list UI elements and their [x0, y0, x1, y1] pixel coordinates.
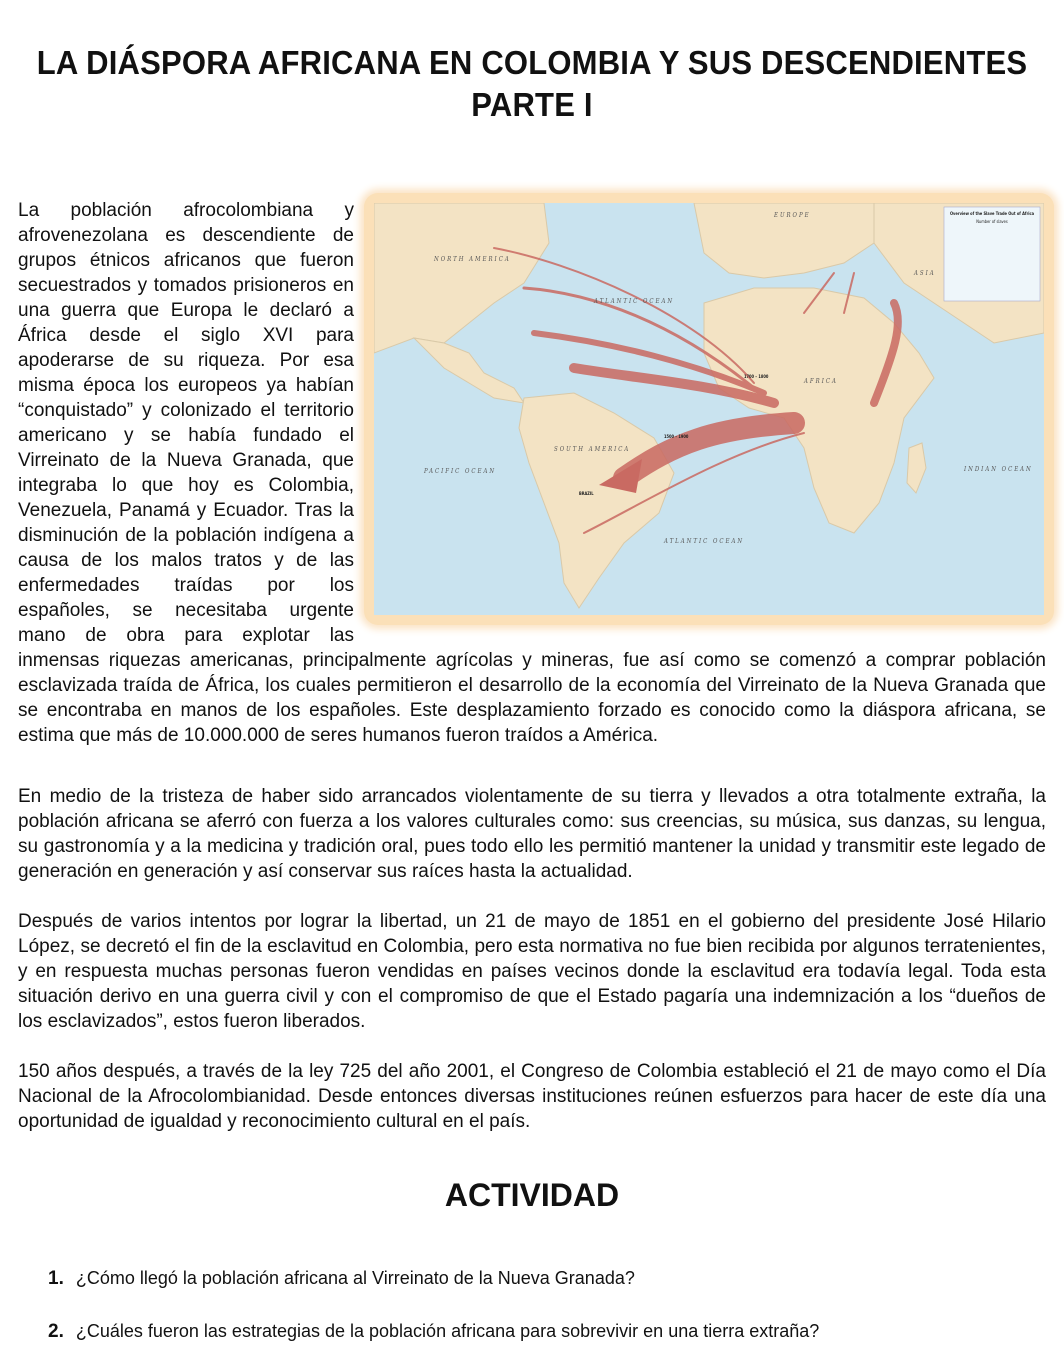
paragraph-intro-text: La población afrocolombiana y afrovenezolana es descendiente de grupos étnicos africanos que fueron secuestrados y tomados prisioneros en una guerra que Europa le declaró a África desde el siglo XVI para apoderarse de su riqueza. Por esa misma época los europeos ya habían “conquistado” y colonizado el territorio americano y se había fundado el Virreinato de la Nueva Granada, que integraba lo que hoy es Colombia, Venezuela, Panamá y Ecuador. Tras la disminución de la población indígena a causa de los malos tratos y de las enfermedades traídas por los españoles, se necesitaba urgente mano de obra para explotar las inmensas riquezas americanas, principalmente agrícolas y mineras, fue así como se comenzó a comprar población esclavizada traída de África, los cuales permitieron el desarrollo de la economía del Virreinato de la Nueva Granada que se encontraba en manos de los españoles. Este desplazamiento forzado es conocido como la diáspora africana, se estima que más de 10.000.000 de seres humanos fueron traídos a América. — [18, 200, 1046, 746]
paragraph-intro — [18, 198, 1046, 748]
activity-heading: ACTIVIDAD — [444, 1177, 620, 1213]
slave-trade-map — [364, 193, 1054, 625]
label-indian: INDIAN OCEAN — [964, 466, 1033, 473]
label-asia: ASIA — [914, 270, 936, 277]
label-africa: AFRICA — [804, 378, 838, 385]
label-period-1: 1700 – 1800 — [744, 374, 769, 379]
legend-subtitle: Number of slaves — [976, 219, 1008, 224]
label-brazil: BRAZIL — [579, 491, 594, 496]
map-frame — [364, 193, 1054, 625]
paragraph-afrocolombianity-day: 150 años después, a través de la ley 725 del año 2001, el Congreso de Colombia estableció el 21 de mayo como el Día Nacional de la Afrocolombianidad. Desde entonces diversas instituciones reúnen esfuerzos para hacer de este día una oportunidad de igualdad y reconocimiento cultural en el país. — [18, 1061, 1046, 1132]
map-svg — [374, 203, 1044, 615]
label-atlantic-north: ATLANTIC OCEAN — [594, 298, 675, 305]
legend-title: Overview of the Slave Trade Out of Africa — [949, 211, 1035, 216]
label-south-america: SOUTH AMERICA — [554, 446, 631, 453]
page-title: LA DIÁSPORA AFRICANA EN COLOMBIA Y SUS DESCENDIENTES — [36, 44, 1028, 81]
question-2-text: ¿Cuáles fueron las estrategias de la población africana para sobrevivir en una tierra extraña? — [75, 1321, 820, 1341]
question-1-number: 1. — [48, 1268, 64, 1289]
label-europe: EUROPE — [774, 212, 811, 219]
label-north-america: NORTH AMERICA — [434, 256, 511, 263]
label-pacific: PACIFIC OCEAN — [424, 468, 497, 475]
question-1 — [48, 1268, 635, 1290]
question-2-number: 2. — [48, 1321, 64, 1342]
page-subtitle: PARTE I — [471, 86, 593, 123]
question-1-text: ¿Cómo llegó la población africana al Virreinato de la Nueva Granada? — [75, 1268, 635, 1288]
label-atlantic-south: ATLANTIC OCEAN — [664, 538, 745, 545]
question-2 — [48, 1321, 819, 1343]
paragraph-abolition: Después de varios intentos por lograr la libertad, un 21 de mayo de 1851 en el gobierno del presidente José Hilario López, se decretó el fin de la esclavitud en Colombia, pero esta normativa no fue bien recibida por algunos terratenientes, y en respuesta muchas personas fueron vendidas en países vecinos donde la esclavitud era todavía legal. Toda esta situación derivo en una guerra civil y con el compromiso de que el Estado pagaría una indemnización a los “dueños de los esclavizados”, estos fueron liberados. — [18, 911, 1046, 1032]
label-period-2: 1500 – 1900 — [664, 434, 689, 439]
paragraph-culture: En medio de la tristeza de haber sido arrancados violentamente de su tierra y llevados a otra totalmente extraña, la población africana se aferró con fuerza a los valores culturales como: sus creencias, su música, sus danzas, su lengua, su gastronomía y a la medicina y tradición oral, pues todo ello les permitió mantener la unidad y transmitir este legado de generación en generación y así conservar sus raíces hasta la actualidad. — [18, 786, 1046, 882]
